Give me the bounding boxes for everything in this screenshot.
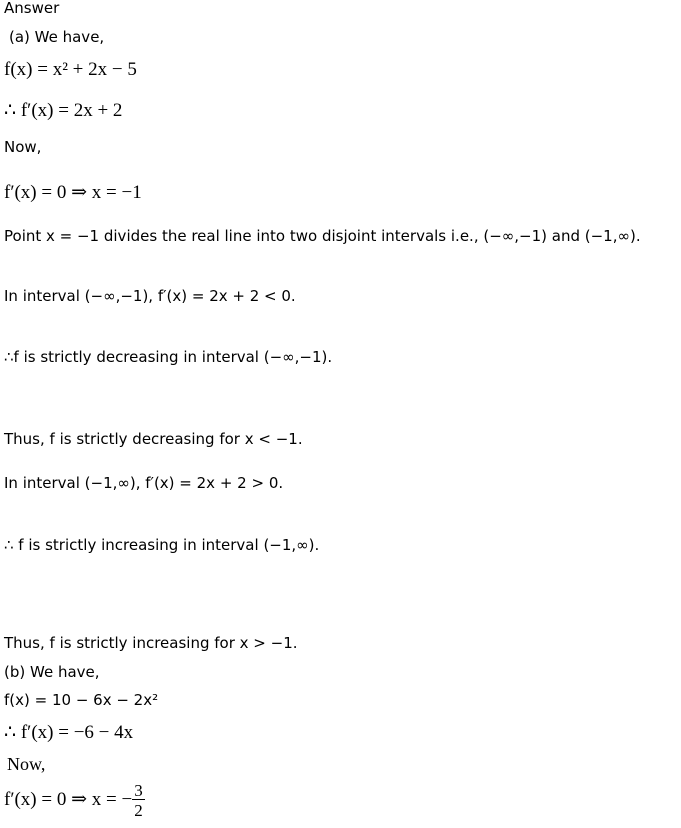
- part-a-interval-1: In interval (−∞,−1), f′(x) = 2x + 2 < 0.: [4, 287, 296, 305]
- part-a-now: Now,: [4, 138, 42, 156]
- part-a-point-text: Point x = −1 divides the real line into two disjoint intervals i.e., (−∞,−1) and (−1,∞).: [4, 227, 641, 245]
- part-b-label: (b) We have,: [4, 663, 100, 681]
- part-a-interval-2: In interval (−1,∞), f′(x) = 2x + 2 > 0.: [4, 474, 284, 492]
- part-a-label: (a) We have,: [9, 28, 105, 46]
- fraction-denominator: 2: [134, 801, 143, 820]
- part-a-conclusion-1: ∴f is strictly decreasing in interval (−∞,−1).: [4, 348, 333, 366]
- part-a-critical-point: f′(x) = 0 ⇒ x = −1: [4, 182, 142, 203]
- part-a-thus-2: Thus, f is strictly increasing for x > −1.: [4, 634, 298, 652]
- answer-heading: Answer: [4, 0, 60, 17]
- fraction-numerator: 3: [134, 781, 143, 800]
- part-b-critical-prefix: f′(x) = 0 ⇒ x = −: [4, 788, 133, 810]
- fraction: [132, 782, 145, 819]
- part-a-function: f(x) = x² + 2x − 5: [4, 59, 137, 80]
- part-b-function: f(x) = 10 − 6x − 2x²: [4, 691, 159, 709]
- part-a-thus-1: Thus, f is strictly decreasing for x < −1.: [4, 430, 303, 448]
- part-b-now: Now,: [7, 754, 46, 774]
- part-a-derivative: ∴ f′(x) = 2x + 2: [4, 100, 123, 121]
- part-b-critical-point: [4, 782, 145, 819]
- part-b-derivative: ∴ f′(x) = −6 − 4x: [4, 722, 134, 743]
- part-a-conclusion-2: ∴ f is strictly increasing in interval (−1,∞).: [4, 536, 320, 554]
